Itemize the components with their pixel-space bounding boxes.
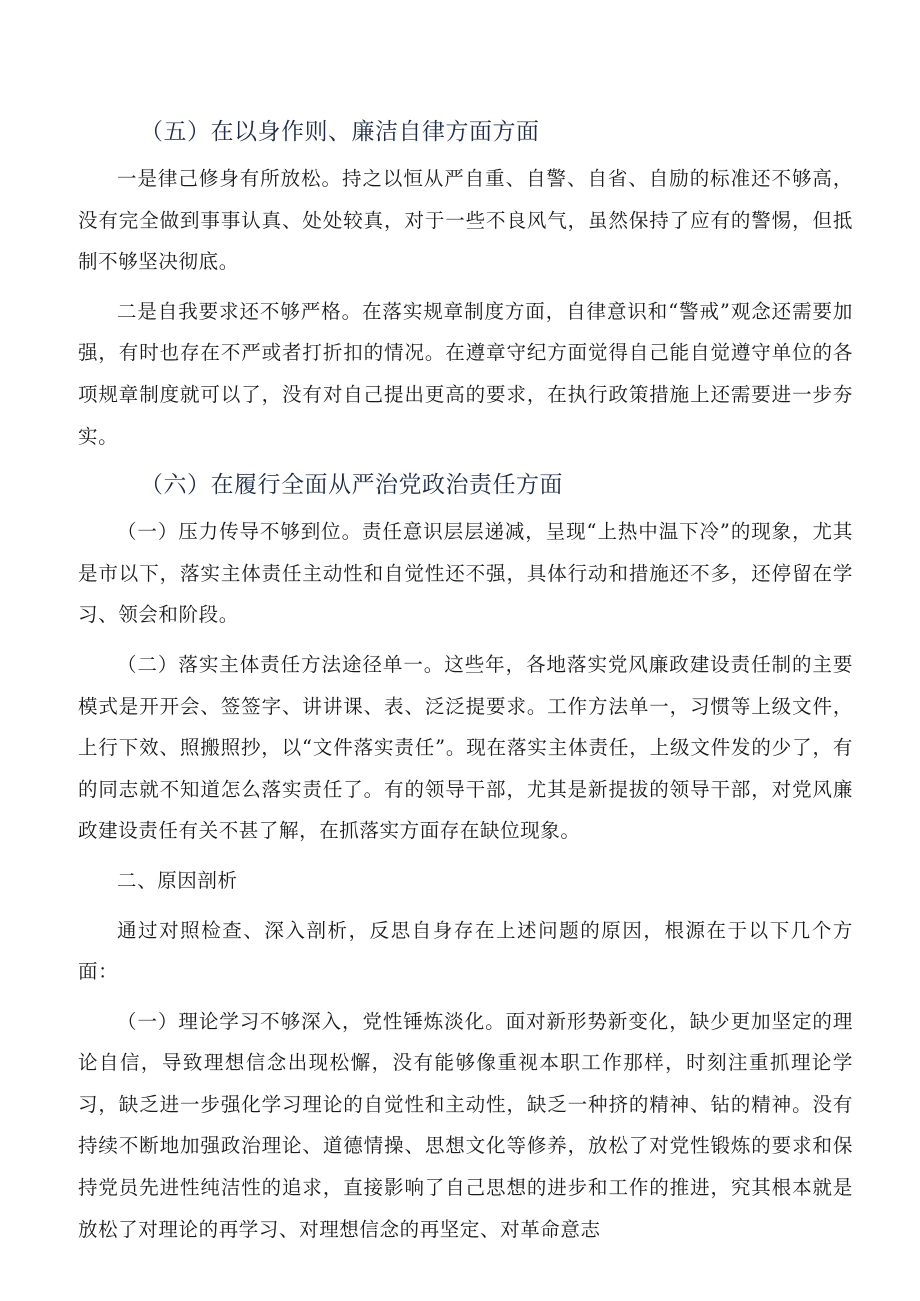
- paragraph-6-1: （一）压力传导不够到位。责任意识层层递减，呈现“上热中温下冷”的现象，尤其是市以下，落实主体责任主动性和自觉性还不强，具体行动和措施还不多，还停留在学习、领会和阶段。: [78, 520, 853, 627]
- section-title-cause-analysis: 二、原因剖析: [117, 868, 238, 892]
- document-page: [78, 112, 853, 1258]
- section-heading-5: （五）在以身作则、廉洁自律方面方面: [140, 119, 540, 145]
- paragraph-5-1: 一是律己修身有所放松。持之以恒从严自重、自警、自省、自励的标准还不够高，没有完全做到事事认真、处处较真，对于一些不良风气，虽然保持了应有的警惕，但抵制不够坚决彻底。: [78, 167, 853, 274]
- paragraph-2-1: 通过对照检查、深入剖析，反思自身存在上述问题的原因，根源在于以下几个方面：: [78, 918, 853, 984]
- paragraph-2-2: （一）理论学习不够深入，党性锤炼淡化。面对新形势新变化，缺少更加坚定的理论自信，导致理想信念出现松懈，没有能够像重视本职工作那样，时刻注重抓理论学习，缺乏进一步强化学习理论的自觉性和主动性，缺乏一种挤的精神、钻的精神。没有持续不断地加强政治理论、道德情操、思想文化等修养，放松了对党性锻炼的要求和保持党员先进性纯洁性的追求，直接影响了自己思想的进步和工作的推进，究其根本就是放松了对理论的再学习、对理想信念的再坚定、对革命意志: [78, 1009, 853, 1241]
- paragraph-6-2: （二）落实主体责任方法途径单一。这些年，各地落实党风廉政建设责任制的主要模式是开开会、签签字、讲讲课、表、泛泛提要求。工作方法单一，习惯等上级文件，上行下效、照搬照抄，以“文件落实责任”。现在落实主体责任，上级文件发的少了，有的同志就不知道怎么落实责任了。有的领导干部，尤其是新提拔的领导干部，对党风廉政建设责任有关不甚了解，在抓落实方面存在缺位现象。: [78, 652, 853, 843]
- section-heading-6: （六）在履行全面从严治党政治责任方面: [140, 472, 563, 499]
- paragraph-5-2: 二是自我要求还不够严格。在落实规章制度方面，自律意识和“警戒”观念还需要加强，有时也存在不严或者打折扣的情况。在遵章守纪方面觉得自己能自觉遵守单位的各项规章制度就可以了，没有对自己提出更高的要求，在执行政策措施上还需要进一步夯实。: [78, 299, 853, 448]
